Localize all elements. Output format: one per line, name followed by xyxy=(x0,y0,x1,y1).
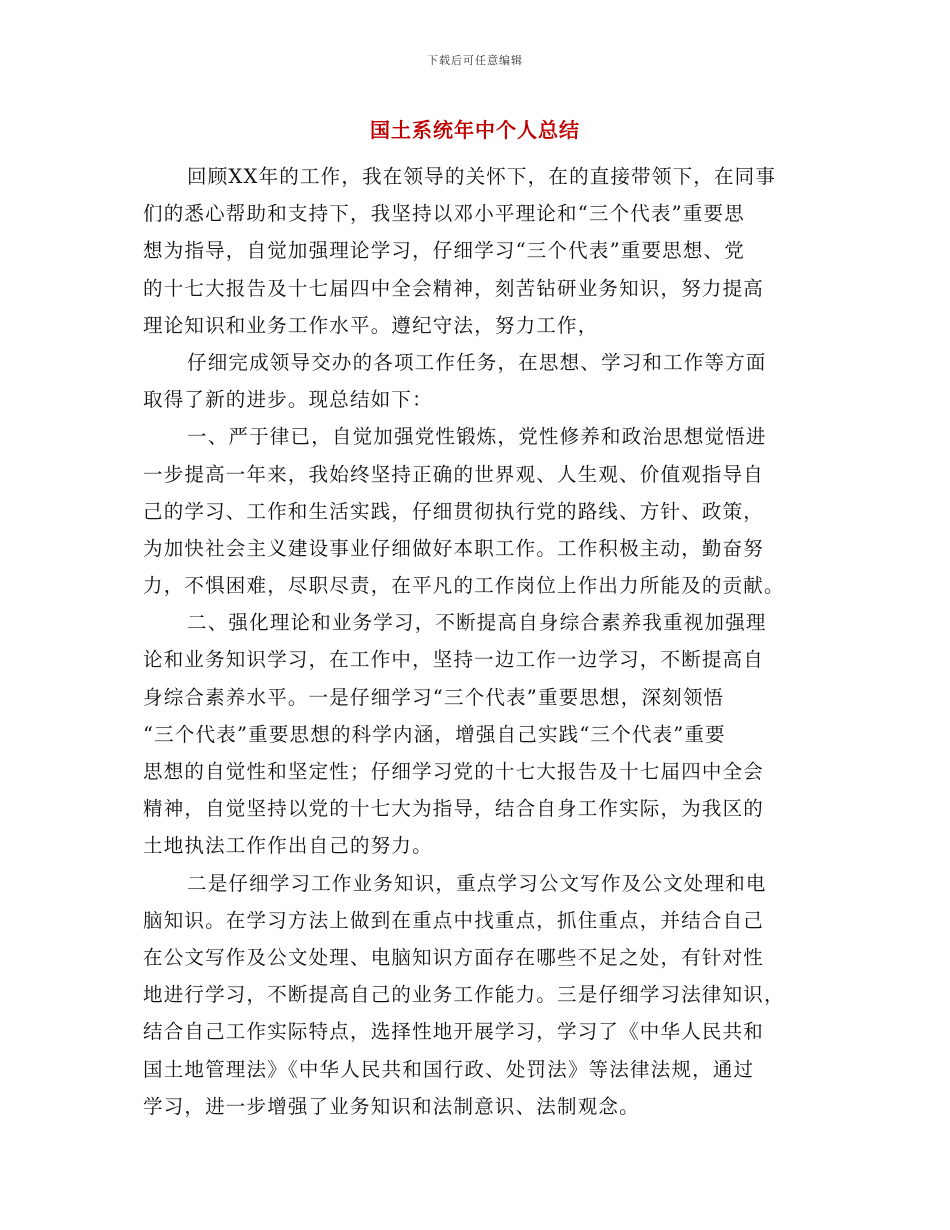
text-line: 地进行学习，不断提高自己的业务工作能力。三是仔细学习法律知识， xyxy=(143,983,785,1007)
paragraph xyxy=(143,158,809,344)
text-line: 回顾XX年的工作，我在领导的关怀下，在的直接带领下，在同事 xyxy=(187,165,777,188)
text-line: “三个代表”重要思想的科学内涵，增强自己实践“三个代表”重要 xyxy=(143,722,726,746)
text-line: 国土地管理法》《中华人民共和国行政、处罚法》等法律法规，通过 xyxy=(143,1057,755,1081)
text-line: 结合自己工作实际特点，选择性地开展学习，学习了《中华人民共和 xyxy=(143,1020,765,1044)
paragraph xyxy=(143,865,809,1125)
document-body xyxy=(143,158,809,1125)
text-line: 在公文写作及公文处理、电脑知识方面存在哪些不足之处，有针对性 xyxy=(143,945,765,969)
text-line: 为加快社会主义建设事业仔细做好本职工作。工作积极主动，勤奋努 xyxy=(143,536,765,560)
header-note: 下载后可任意编辑 xyxy=(427,54,523,67)
text-line: 论和业务知识学习，在工作中，坚持一边工作一边学习，不断提高自 xyxy=(143,648,765,672)
text-line: 精神，自觉坚持以党的十七大为指导，结合自身工作实际，为我区的 xyxy=(143,797,765,821)
text-line: 思想的自觉性和坚定性；仔细学习党的十七大报告及十七届四中全会 xyxy=(143,760,765,783)
text-line: 二是仔细学习工作业务知识，重点学习公文写作及公文处理和电 xyxy=(187,871,767,895)
text-line: 们的悉心帮助和支持下，我坚持以邓小平理论和“三个代表”重要思 xyxy=(143,202,745,226)
text-line: 力，不惧困难，尽职尽责，在平凡的工作岗位上作出力所能及的贡献。 xyxy=(143,574,785,598)
text-line: 仔细完成领导交办的各项工作任务，在思想、学习和工作等方面 xyxy=(187,350,767,374)
document-title: 国土系统年中个人总结 xyxy=(370,118,580,142)
paragraph xyxy=(143,344,809,418)
text-line: 理论知识和业务工作水平。遵纪守法，努力工作， xyxy=(143,313,599,337)
paragraph xyxy=(143,604,809,864)
text-line: 己的学习、工作和生活实践，仔细贯彻执行党的路线、方针、政策， xyxy=(143,499,765,523)
text-line: 二、强化理论和业务学习，不断提高自身综合素养我重视加强理 xyxy=(187,611,767,635)
text-line: 取得了新的进步。现总结如下： xyxy=(143,388,433,412)
paragraph xyxy=(143,418,809,604)
text-line: 一、严于律已，自觉加强党性锻炼，党性修养和政治思想觉悟进 xyxy=(187,425,767,449)
text-line: 身综合素养水平。一是仔细学习“三个代表”重要思想，深刻领悟 xyxy=(143,685,725,709)
text-line: 想为指导，自觉加强理论学习，仔细学习“三个代表”重要思想、党 xyxy=(143,239,745,263)
text-line: 的十七大报告及十七届四中全会精神，刻苦钻研业务知识，努力提高 xyxy=(143,276,765,300)
text-line: 学习，进一步增强了业务知识和法制意识、法制观念。 xyxy=(143,1094,640,1118)
text-line: 一步提高一年来，我始终坚持正确的世界观、人生观、价值观指导自 xyxy=(143,462,765,486)
text-line: 脑知识。在学习方法上做到在重点中找重点，抓住重点，并结合自己 xyxy=(143,908,765,932)
text-line: 土地执法工作作出自己的努力。 xyxy=(143,834,433,858)
